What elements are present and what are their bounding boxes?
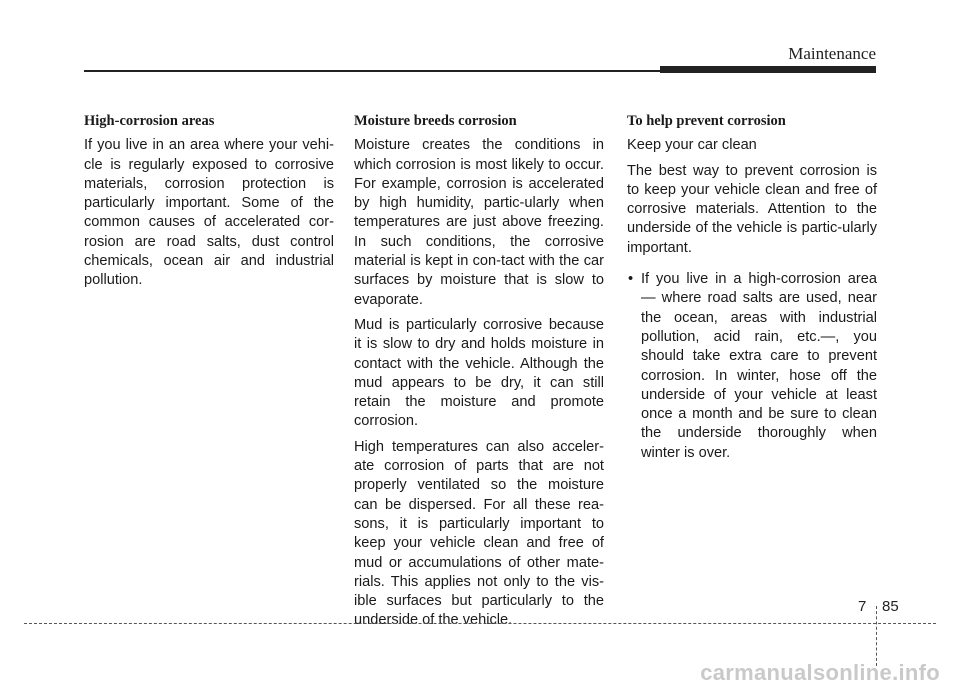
heading-high-corrosion-areas: High-corrosion areas bbox=[84, 113, 215, 129]
header-rule-accent bbox=[660, 66, 876, 73]
bullet-list bbox=[627, 270, 877, 463]
paragraph: The best way to prevent corrosion is to keep your vehicle clean and free of corrosive materials. Attention to the underside of the vehicle is partic-ularly important. bbox=[627, 162, 877, 256]
page-number: 85 bbox=[882, 598, 899, 615]
column-moisture bbox=[354, 112, 604, 637]
paragraph: Mud is particularly corrosive because it is slow to dry and holds moisture in contact with the vehicle. Although the mud appears to be dry, it can still retain the moisture and promote corrosion. bbox=[354, 316, 604, 430]
heading-to-help-prevent-corrosion: To help prevent corrosion bbox=[627, 113, 786, 129]
page-number-separator bbox=[876, 606, 877, 666]
watermark: carmanualsonline.info bbox=[700, 660, 940, 685]
footer-divider bbox=[24, 623, 936, 624]
chapter-number: 7 bbox=[858, 598, 867, 615]
paragraph: Moisture creates the conditions in which corrosion is most likely to occur. For example, corrosion is accelerated by high humidity, partic-ularly when temperatures are just above freezing. In such conditions, the corrosive material is kept in con-tact with the car surfaces by moisture that is slow to evaporate. bbox=[354, 137, 604, 308]
bullet-item: • If you live in a high-corrosion area — where road salts are used, near the ocean, areas with industrial pollution, acid rain, etc.—, you should take extra care to prevent corrosion. In winter, hose off the underside of your vehicle at least once a month and be sure to clean the underside thoroughly when winter is over. bbox=[627, 270, 877, 463]
paragraph: If you live in an area where your vehi-cle is regularly exposed to corrosive materials, corrosion protection is particularly important. Some of the common causes of accelerated cor-rosion are road salts, dust control chemicals, ocean air and industrial pollution. bbox=[84, 137, 334, 289]
column-prevent-corrosion bbox=[627, 112, 877, 463]
heading-moisture-breeds-corrosion: Moisture breeds corrosion bbox=[354, 113, 517, 129]
subheading-keep-car-clean: Keep your car clean bbox=[627, 137, 757, 154]
section-title: Maintenance bbox=[788, 44, 876, 63]
paragraph: High temperatures can also acceler-ate corrosion of parts that are not properly ventilated so the moisture can be dispersed. For all these rea-sons, it is particularly important to keep your vehicle clean and free of mud or accumulations of other mate-rials. This applies not only to the vis-ible surfaces but particularly to the underside of the vehicle. bbox=[354, 438, 604, 629]
column-high-corrosion bbox=[84, 112, 334, 297]
